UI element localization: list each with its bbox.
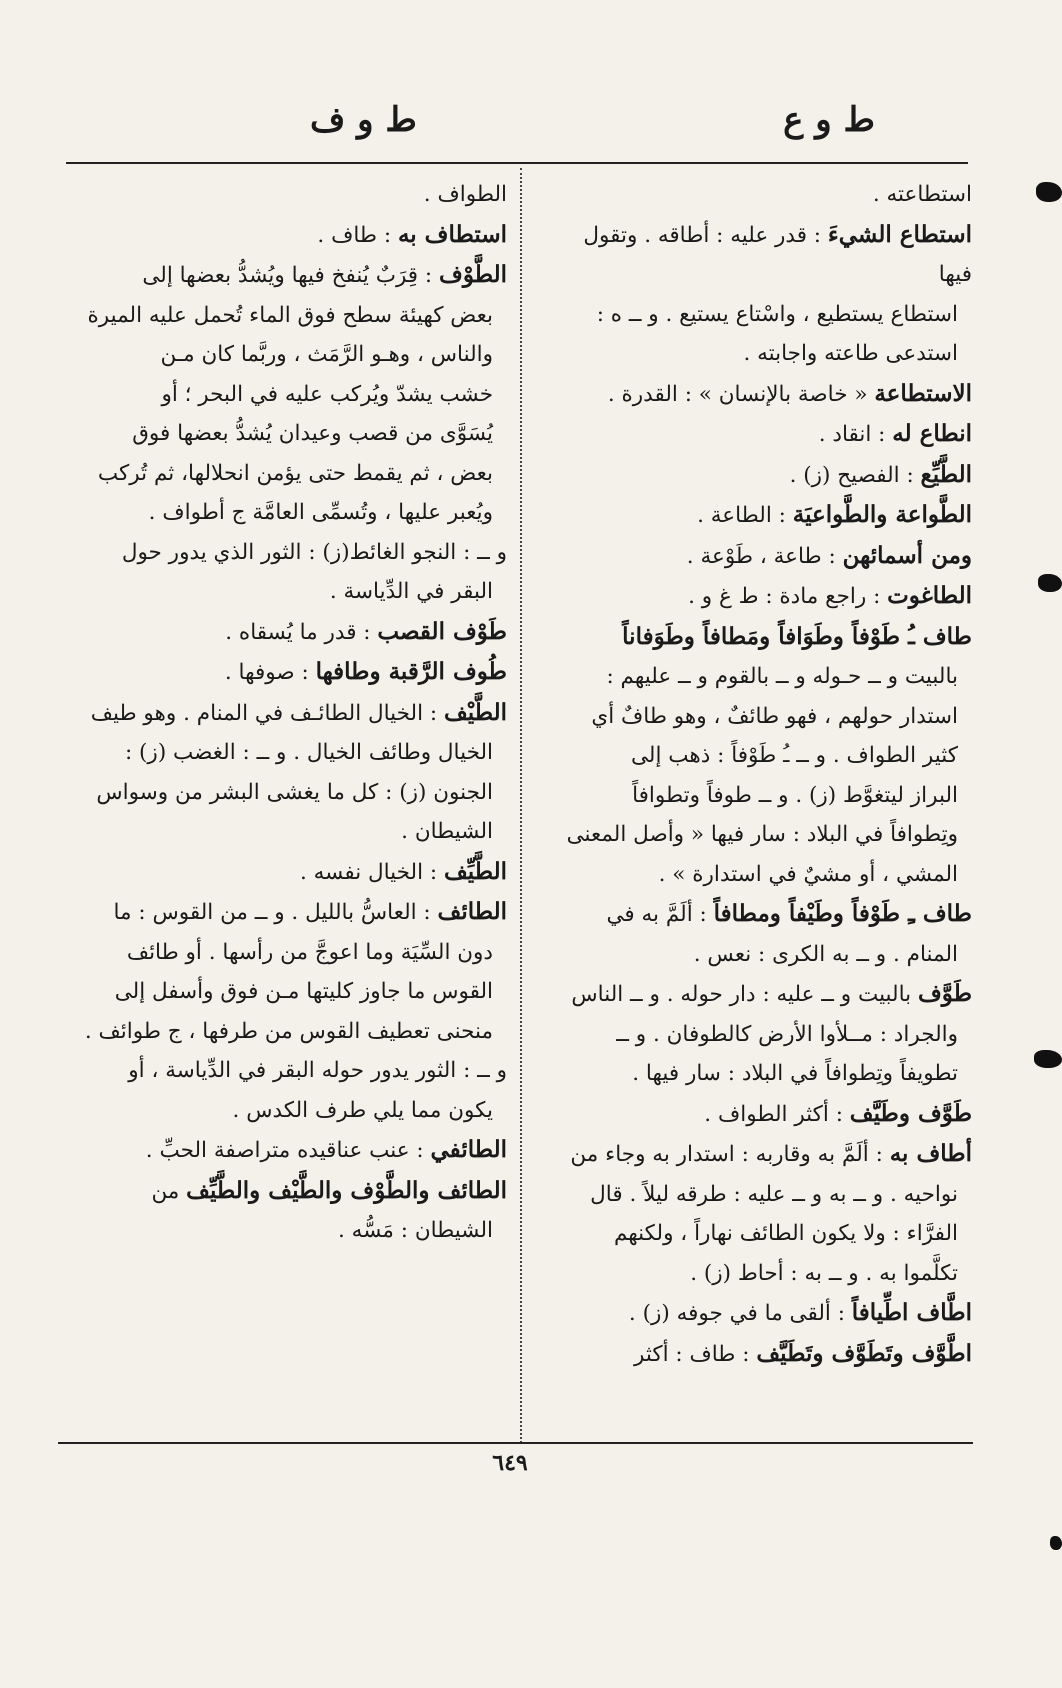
dictionary-line bbox=[67, 572, 507, 612]
definition-text: والناس ، وهـو الرَّمَث ، وربَّما كان مـن bbox=[160, 342, 493, 367]
dictionary-line bbox=[67, 652, 507, 693]
definition-text: كثير الطواف . و ــ ـُ طَوْفاً : ذهب إلى bbox=[631, 743, 958, 768]
definition-text: دون السِّيَة وما اعوجَّ من رأسها . أو طائف bbox=[126, 939, 493, 965]
definition-text: نواحيه . و ــ به و ــ عليه : طرقه ليلاً . قال bbox=[590, 1181, 958, 1207]
definition-text: « خاصة بالإنسان » : القدرة . bbox=[607, 381, 875, 407]
dictionary-line bbox=[67, 1091, 507, 1131]
dictionary-line bbox=[547, 495, 972, 536]
headword: طاف ـِ طَوْفاً وطَيْفاً ومطافاً bbox=[713, 900, 972, 927]
dictionary-line bbox=[67, 1130, 507, 1171]
headword: الطائف والطَّوْف والطَّيْف والطَّيِّف bbox=[186, 1176, 507, 1204]
dictionary-line bbox=[67, 296, 507, 336]
dictionary-line bbox=[547, 894, 972, 935]
dictionary-line bbox=[547, 175, 972, 215]
headword: أطاف به bbox=[889, 1140, 972, 1167]
headword: ومن أسمائهن bbox=[842, 541, 972, 569]
dictionary-line bbox=[547, 815, 972, 855]
definition-text: : قدر عليه : أطاقه . وتقول فيها bbox=[583, 222, 972, 287]
dictionary-line bbox=[547, 536, 972, 577]
definition-text: يكون مما يلي طرف الكدس . bbox=[232, 1097, 493, 1123]
dictionary-line bbox=[67, 414, 507, 454]
dictionary-line bbox=[547, 697, 972, 737]
headword: اطَّوَّف وتَطَوَّف وتَطَيَّف bbox=[756, 1339, 972, 1367]
header-root-right: ط و ع bbox=[783, 100, 875, 140]
definition-text: الشيطان : مَسُّه . bbox=[338, 1218, 493, 1243]
definition-text: استدعى طاعته واجابته . bbox=[743, 341, 958, 366]
headword: انطاع له bbox=[892, 420, 972, 447]
margin-ink-mark bbox=[1036, 182, 1062, 202]
definition-text: استدار حولهم ، فهو طائفٌ ، وهو طافٌ أي bbox=[591, 703, 958, 729]
definition-text: الفرَّاء : ولا يكون الطائف نهاراً ، ولكنهم bbox=[613, 1221, 958, 1246]
definition-text: من bbox=[151, 1178, 187, 1204]
headword: الطائف bbox=[437, 898, 507, 925]
dictionary-line bbox=[547, 295, 972, 335]
dictionary-line bbox=[67, 693, 507, 734]
dictionary-line bbox=[547, 1015, 972, 1055]
definition-text: : صوفها . bbox=[224, 660, 316, 685]
dictionary-line bbox=[67, 215, 507, 256]
definition-text: خشب يشدّ ويُركب عليه في البحر ؛ أو bbox=[161, 381, 493, 407]
definition-text: الخيال وطائف الخيال . و ــ : الغضب (ز) : bbox=[124, 740, 493, 765]
margin-ink-mark bbox=[1050, 1536, 1062, 1550]
headword: الطَّواعة والطَّواعيَة bbox=[792, 501, 972, 528]
dictionary-line bbox=[547, 1134, 972, 1175]
headword: طُوف الرَّقبة وطافها bbox=[315, 658, 507, 685]
headword: الطَّوْف bbox=[439, 261, 507, 288]
definition-text: الجنون (ز) : كل ما يغشى البشر من وسواس bbox=[96, 779, 493, 805]
dictionary-line bbox=[547, 776, 972, 816]
definition-text: استطاع يستطيع ، واسْتاع يستيع . و ــ ه : bbox=[596, 301, 958, 327]
definition-text: البقر في الدِّياسة . bbox=[329, 579, 493, 604]
dictionary-line bbox=[67, 852, 507, 893]
dictionary-line bbox=[67, 733, 507, 773]
dictionary-line bbox=[67, 493, 507, 533]
dictionary-line bbox=[547, 1293, 972, 1334]
definition-text: الطواف . bbox=[423, 182, 507, 207]
dictionary-line bbox=[67, 375, 507, 415]
dictionary-line bbox=[547, 1334, 972, 1375]
left-column bbox=[67, 175, 507, 1251]
dictionary-line bbox=[67, 1211, 507, 1251]
dictionary-line bbox=[547, 334, 972, 374]
definition-text: : ألقى ما في جوفه (ز) . bbox=[628, 1301, 852, 1326]
dictionary-line bbox=[547, 935, 972, 975]
dictionary-line bbox=[547, 1254, 972, 1294]
dictionary-line bbox=[547, 576, 972, 617]
headword: الطَّيِّع bbox=[920, 460, 972, 488]
bottom-rule bbox=[58, 1442, 973, 1444]
dictionary-line bbox=[547, 855, 972, 895]
dictionary-line bbox=[547, 974, 972, 1015]
dictionary-line bbox=[547, 374, 972, 415]
headword: الطَّيْف bbox=[443, 698, 507, 726]
headword: طَوْف القصب bbox=[377, 617, 507, 645]
dictionary-line bbox=[67, 1012, 507, 1052]
dictionary-line bbox=[67, 612, 507, 653]
dictionary-line bbox=[67, 1051, 507, 1091]
headword: الطائفي bbox=[430, 1136, 507, 1163]
dictionary-line bbox=[547, 414, 972, 455]
definition-text: بالبيت و ــ حـوله و ــ بالقوم و ــ عليهم : bbox=[606, 664, 958, 689]
header-root-left: ط و ف bbox=[310, 100, 417, 140]
definition-text: الشيطان . bbox=[401, 819, 493, 844]
definition-text: منحنى تعطيف القوس من طرفها ، ج طوائف . bbox=[84, 1018, 493, 1044]
dictionary-line bbox=[547, 657, 972, 697]
definition-text: البراز ليتغوَّط (ز) . و ــ طوفاً وتطوافاً bbox=[632, 782, 958, 808]
definition-text: : ألَمَّ به وقاربه : استدار به وجاء من bbox=[570, 1142, 890, 1167]
definition-text: : أكثر الطواف . bbox=[704, 1101, 850, 1127]
headword: طَوَّف وطَيَّف bbox=[849, 1099, 972, 1127]
margin-ink-mark bbox=[1034, 1050, 1062, 1068]
headword: الاستطاعة bbox=[874, 379, 972, 407]
dictionary-line bbox=[547, 1214, 972, 1254]
definition-text: : ألَمَّ به في bbox=[606, 902, 714, 927]
headword: اطَّاف اطِّيافاً bbox=[851, 1299, 972, 1326]
dictionary-line bbox=[67, 175, 507, 215]
dictionary-line bbox=[67, 892, 507, 933]
definition-text: : طاف : أكثر bbox=[633, 1341, 757, 1367]
definition-text: و ــ : النجو الغائط(ز) : الثور الذي يدور حول bbox=[121, 539, 507, 565]
definition-text: القوس ما جاوز كليتها مـن فوق وأسفل إلى bbox=[114, 979, 493, 1004]
top-rule bbox=[66, 162, 968, 164]
dictionary-line bbox=[547, 1054, 972, 1094]
headword: الطَّيِّف bbox=[443, 857, 507, 885]
right-column bbox=[547, 175, 972, 1374]
definition-text: بعض كهيئة سطح فوق الماء تُحمل عليه الميرة bbox=[87, 302, 493, 328]
definition-text: استطاعته . bbox=[872, 182, 972, 207]
headword: استطاع الشيءَ bbox=[827, 220, 972, 248]
dictionary-line bbox=[547, 1175, 972, 1215]
dictionary-line bbox=[67, 255, 507, 296]
headword: استطاف به bbox=[397, 220, 507, 248]
definition-text: يُسَوَّى من قصب وعيدان يُشدُّ بعضها فوق bbox=[132, 421, 493, 446]
definition-text: : راجع مادة : ط غ و . bbox=[688, 584, 888, 609]
headword: طاف ـُ طَوْفاً وطَوَافاً ومَطافاً وطَوَفاناً bbox=[622, 622, 972, 650]
definition-text: : طاف . bbox=[317, 222, 398, 248]
dictionary-line bbox=[67, 335, 507, 375]
definition-text: : الخيال نفسه . bbox=[299, 859, 444, 885]
definition-text: ويُعبر عليها ، وتُسمِّى العامَّة ج أطواف . bbox=[148, 500, 493, 525]
column-divider bbox=[520, 168, 522, 1443]
definition-text: : طاعة ، طَوْعة . bbox=[686, 543, 843, 569]
dictionary-line bbox=[547, 1094, 972, 1135]
dictionary-line bbox=[67, 533, 507, 573]
dictionary-line bbox=[547, 617, 972, 658]
definition-text: : عنب عناقيده متراصفة الحبِّ . bbox=[145, 1138, 431, 1163]
definition-text: : الطاعة . bbox=[697, 503, 793, 528]
headword: الطاغوت bbox=[887, 582, 972, 609]
dictionary-line bbox=[547, 736, 972, 776]
page-number: ٦٤٩ bbox=[492, 1450, 528, 1476]
definition-text: : قدر ما يُسقاه . bbox=[225, 619, 378, 645]
definition-text: : الفصيح (ز) . bbox=[789, 462, 921, 488]
page-header bbox=[60, 100, 970, 150]
definition-text: بعض ، ثم يقمط حتى يؤمن انحلالها، ثم تُركب bbox=[97, 460, 493, 486]
dictionary-line bbox=[547, 215, 972, 295]
dictionary-line bbox=[67, 1171, 507, 1212]
dictionary-line bbox=[67, 972, 507, 1012]
dictionary-line bbox=[67, 812, 507, 852]
dictionary-line bbox=[67, 933, 507, 973]
definition-text: بالبيت و ــ عليه : دار حوله . و ــ الناس bbox=[571, 982, 918, 1007]
definition-text: المشي ، أو مشيٌ في استدارة » . bbox=[658, 861, 958, 887]
definition-text: تكلَّموا به . و ــ به : أحاط (ز) . bbox=[690, 1260, 958, 1286]
headword: طَوَّف bbox=[917, 980, 972, 1007]
definition-text: : العاسُّ بالليل . و ــ من القوس : ما bbox=[113, 900, 438, 925]
dictionary-line bbox=[67, 454, 507, 494]
definition-text: والجراد : مــلأوا الأرض كالطوفان . و ــ bbox=[616, 1021, 958, 1047]
dictionary-line bbox=[547, 455, 972, 496]
margin-ink-mark bbox=[1038, 574, 1062, 592]
definition-text: : قِرَبٌ يُنفخ فيها ويُشدُّ بعضها إلى bbox=[142, 263, 439, 288]
dictionary-line bbox=[67, 773, 507, 813]
definition-text: : الخيال الطائـف في المنام . وهو طيف bbox=[90, 700, 444, 726]
definition-text: المنام . و ــ به الكرى : نعس . bbox=[693, 941, 958, 967]
definition-text: تطويفاً وتِطوافاً في البلاد : سار فيها . bbox=[632, 1061, 958, 1086]
definition-text: : انقاد . bbox=[818, 422, 893, 447]
definition-text: وتِطوافاً في البلاد : سار فيها « وأصل المعنى bbox=[566, 822, 958, 847]
definition-text: و ــ : الثور يدور حوله البقر في الدِّياسة ، أو bbox=[128, 1058, 507, 1083]
